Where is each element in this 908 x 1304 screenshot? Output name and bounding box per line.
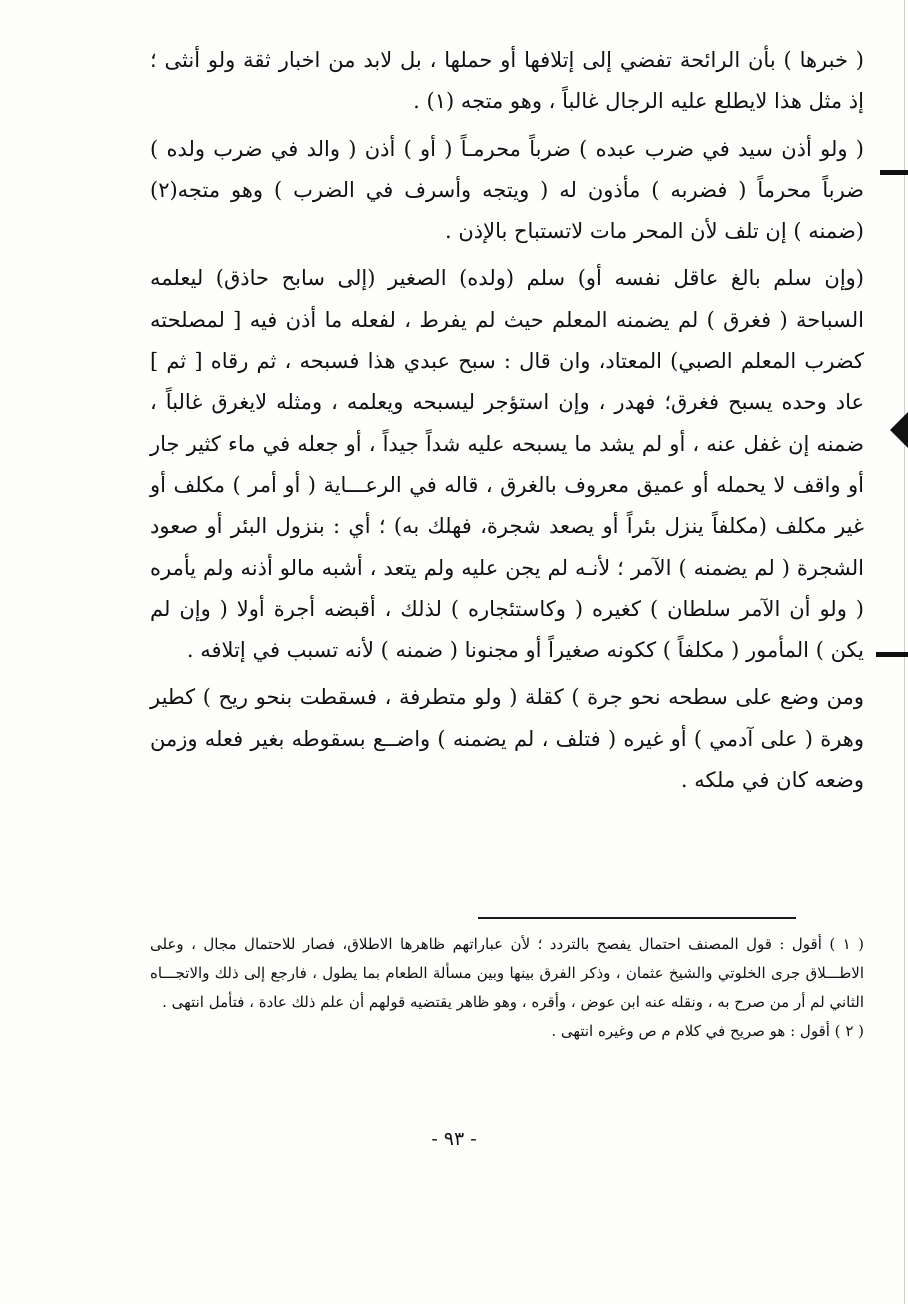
paragraph-3: (وإن سلم بالغ عاقل نفسه أو) سلم (ولده) الصغير (إلى سابح حاذق) ليعلمه السباحة ( فغرق ) لم يضمنه المعلم حيث لم يفرط ، لفعله ما أذن فيه [ لمصلحته كضرب المعلم الصبي) المعتاد، وان قال : سبح عبدي هذا فسبحه ، ثم رقاه [ ثم ] عاد وحده يسبح فغرق؛ فهدر ، وإن استؤجر ليسبحه ويعلمه ، ومثله لايغرق غالباً ، ضمنه إن غفل عنه ، أو لم يشد ما يسبحه عليه شداً جيداً ، أو جعله في ماء كثير جار أو واقف لا يحمله أو عميق معروف بالغرق ، قاله في الرعـــاية ( أو أمر ) مكلف أو غير مكلف (مكلفاً ينزل بئراً أو يصعد شجرة، فهلك به) ؛ أي : بنزول البئر أو صعود الشجرة ( لم يضمنه ) الآمر ؛ لأنـه لم يجن عليه ولم يتعد ، أشبه مالو أذنه ولم يأمره ( ولو أن الآمر سلطان ) كغيره ( وكاستئجاره ) لذلك ، أقبضه أجرة أولا ( وإن لم يكن ) المأمور ( مكلفاً ) ككونه صغيراً أو مجنونا ( ضمنه ) لأنه تسبب في إتلافه .	[150, 266, 864, 663]
paragraph-2: ( ولو أذن سيد في ضرب عبده ) ضرباً محرمـاً ( أو ) أذن ( والد في ضرب ولده ) ضرباً محرماً ( فضربه ) مأذون له ( ويتجه وأسرف في الضرب ) وهو متجه(٢) (ضمنه ) إن تلف لأن المحر مات لاتستباح بالإذن .	[150, 136, 864, 244]
footnote-separator	[478, 917, 796, 919]
footnote-1: ( ١ ) أقول : قول المصنف احتمال يفصح بالتردد ؛ لأن عباراتهم ظاهرها الاطلاق، فصار للاحتمال مجال ، وعلى الاطـــلاق جرى الخلوتي والشيخ عثمان ، وذكر الفرق بينها وبين مسألة الطعام بما يطول ، فارجع إلى ذلك والاتجـــاه الثاني لم أر من صرح به ، ونقله عنه ابن عوض ، وأقره ، وهو ظاهر يقتضيه قولهم أن علم ذلك عادة ، فتأمل انتهى .	[150, 935, 864, 1011]
footnotes-block	[150, 930, 864, 1046]
footnote-2: ( ٢ ) أقول : هو صريح في كلام م ص وغيره انتهى .	[551, 1022, 864, 1040]
main-text-block	[150, 40, 864, 801]
page-number: - ٩٣ -	[431, 1128, 477, 1150]
margin-arrow-mark	[890, 412, 908, 448]
paragraph-4: ومن وضع على سطحه نحو جرة ) كقلة ( ولو متطرفة ، فسقطت بنحو ريح ) كطير وهرة ( على آدمي ) أو غيره ( فتلف ، لم يضمنه ) واضــع بسقوطه بغير فعله وزمن وضعه كان في ملكه .	[150, 685, 864, 793]
margin-tick-mark	[876, 652, 908, 657]
margin-tick-mark	[880, 170, 908, 175]
paragraph-1: ( خبرها ) بأن الرائحة تفضي إلى إتلافها أو حملها ، بل لابد من اخبار ثقة ولو أنثى ؛ إذ مثل هذا لايطلع عليه الرجال غالباً ، وهو متجه (١) .	[150, 48, 864, 114]
